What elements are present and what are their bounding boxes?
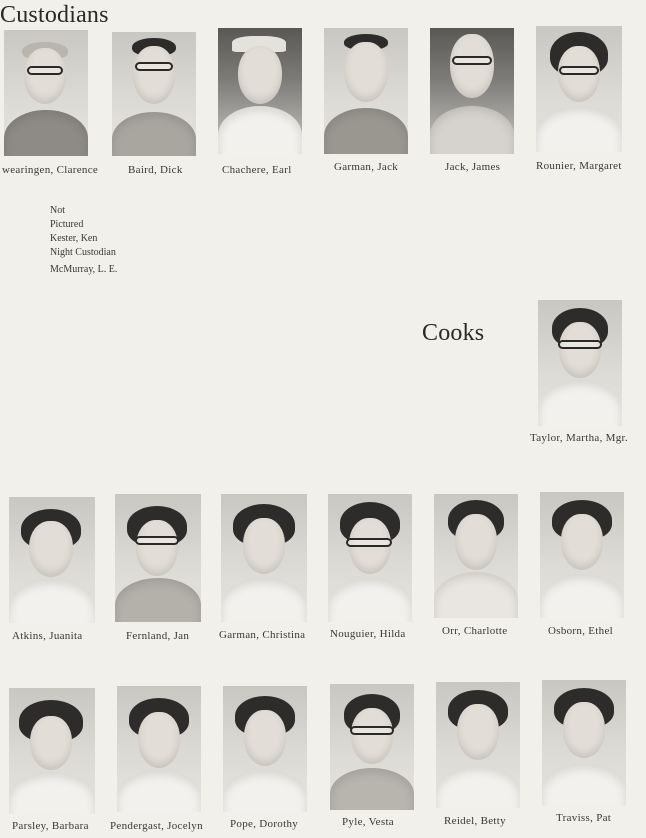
person-name: Garman, Jack [334, 161, 399, 173]
face-shape [344, 42, 388, 102]
note-line: Night Custodian [50, 247, 116, 258]
face-shape [243, 518, 285, 574]
glasses-shape [346, 538, 392, 547]
shoulders-shape [117, 770, 201, 812]
shoulders-shape [221, 578, 307, 622]
note-line: McMurray, L. E. [50, 264, 118, 275]
portrait-photo [540, 492, 624, 618]
shoulders-shape [538, 380, 622, 426]
portrait-photo [9, 688, 95, 814]
face-shape [351, 708, 393, 764]
person-name: Fernland, Jan [126, 630, 190, 642]
shoulders-shape [324, 108, 408, 154]
face-shape [136, 520, 178, 576]
note-line: Not [50, 205, 65, 216]
face-shape [559, 322, 601, 378]
shoulders-shape [536, 106, 622, 152]
portrait-photo [112, 32, 196, 156]
portrait-photo [218, 28, 302, 154]
person-name: Nouguier, Hilda [330, 628, 406, 640]
face-shape [138, 712, 180, 768]
glasses-shape [27, 66, 63, 75]
note-line: Pictured [50, 219, 84, 230]
face-shape [133, 46, 175, 104]
shoulders-shape [434, 572, 518, 618]
shoulders-shape [328, 578, 412, 622]
portrait-photo [221, 494, 307, 622]
portrait-photo [4, 30, 88, 156]
person-name: Pope, Dorothy [230, 818, 299, 830]
shoulders-shape [330, 768, 414, 810]
person-name: Parsley, Barbara [12, 820, 89, 832]
person-name: wearingen, Clarence [2, 164, 99, 176]
person-name: Jack, James [445, 161, 501, 173]
glasses-shape [452, 56, 492, 65]
person-name: Chachere, Earl [222, 164, 292, 176]
person-name: Pendergast, Jocelyn [110, 820, 203, 832]
portrait-photo [430, 28, 514, 154]
face-shape [29, 521, 73, 577]
face-shape [457, 704, 499, 760]
face-shape [30, 716, 72, 770]
person-name: Taylor, Martha, Mgr. [530, 432, 628, 444]
shoulders-shape [112, 112, 196, 156]
shoulders-shape [4, 110, 88, 156]
portrait-photo [536, 26, 622, 152]
shoulders-shape [218, 106, 302, 154]
portrait-photo [542, 680, 626, 806]
person-name: Orr, Charlotte [442, 625, 508, 637]
glasses-shape [558, 340, 602, 349]
face-shape [24, 48, 66, 104]
shoulders-shape [436, 766, 520, 808]
shoulders-shape [540, 574, 624, 618]
face-shape [450, 34, 494, 98]
shoulders-shape [9, 772, 95, 814]
person-name: Traviss, Pat [556, 812, 612, 824]
glasses-shape [135, 62, 173, 71]
person-name: Garman, Christina [219, 629, 306, 641]
person-name: Pyle, Vesta [342, 816, 394, 828]
person-name: Atkins, Juanita [12, 630, 83, 642]
face-shape [455, 514, 497, 570]
glasses-shape [135, 536, 179, 545]
portrait-photo [117, 686, 201, 812]
portrait-photo [223, 686, 307, 812]
shoulders-shape [9, 579, 95, 623]
not-pictured-list [50, 204, 117, 277]
portrait-photo [436, 682, 520, 808]
portrait-photo [434, 494, 518, 618]
portrait-photo [328, 494, 412, 622]
shoulders-shape [223, 770, 307, 812]
glasses-shape [559, 66, 599, 75]
face-shape [238, 46, 282, 104]
person-name: Reidel, Betty [444, 815, 506, 827]
portrait-photo [115, 494, 201, 622]
shoulders-shape [115, 578, 201, 622]
portrait-photo [330, 684, 414, 810]
face-shape [244, 710, 286, 766]
face-shape [563, 702, 605, 758]
glasses-shape [350, 726, 394, 735]
shoulders-shape [542, 764, 626, 806]
person-name: Osborn, Ethel [548, 625, 614, 637]
portrait-photo [324, 28, 408, 154]
cooks-heading: Cooks [422, 320, 485, 346]
face-shape [561, 514, 603, 570]
shoulders-shape [430, 106, 514, 154]
note-line: Kester, Ken [50, 233, 98, 244]
person-name: Baird, Dick [128, 164, 183, 176]
portrait-photo [538, 300, 622, 426]
portrait-photo [9, 497, 95, 623]
custodians-heading: Custodians [0, 2, 109, 28]
person-name: Rounier, Margaret [536, 160, 622, 172]
